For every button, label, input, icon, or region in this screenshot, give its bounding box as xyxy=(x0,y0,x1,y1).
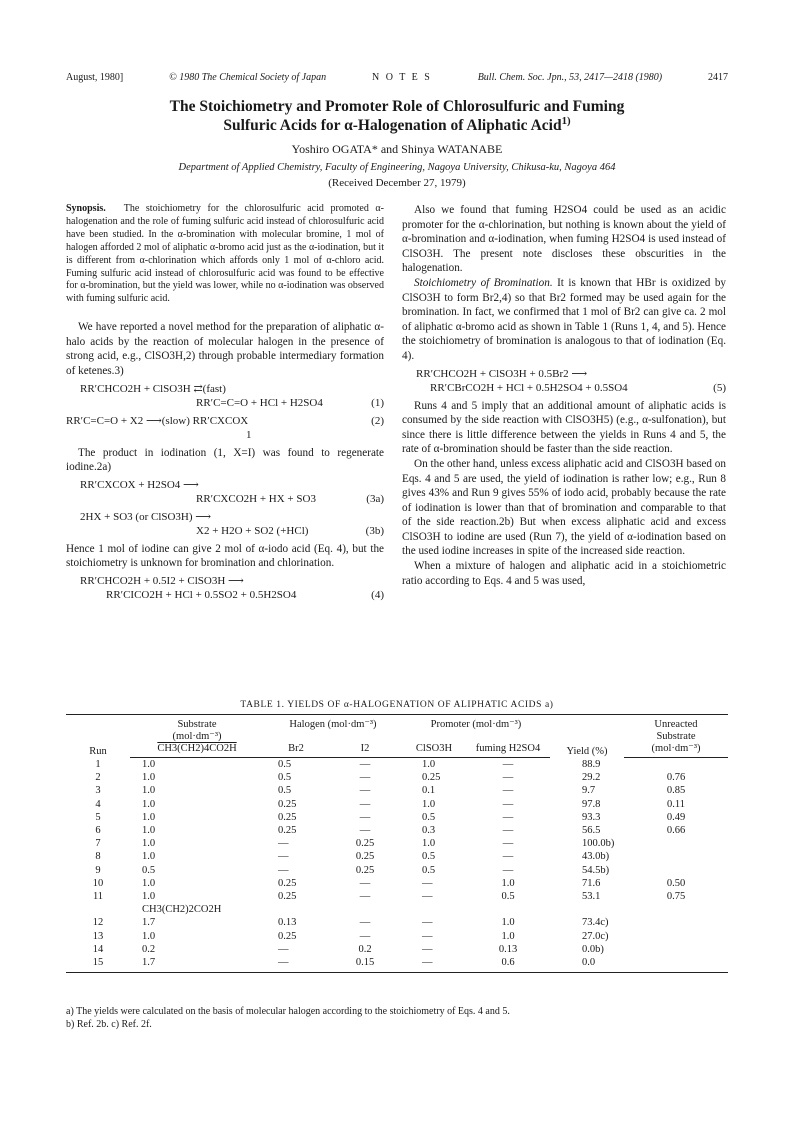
table-cell: 43.0b) xyxy=(582,851,610,863)
right-paragraph-2-text: It is known that HBr is oxidized by ClSO3H to form Br2,4) so that Br2 formed may be used again for the bromination. In fact, we confirmed that 1 mol of Br2 can give ca. 2 mol of aliphatic α-bromo acid as shown in Table 1 (Runs 1, 4, and 5). Hence the stoichiometry of bromination is analogous to that of iodination (Eq. 4). xyxy=(402,276,727,362)
table-subheader-row xyxy=(66,903,728,916)
table-cell: 0.6 xyxy=(466,956,550,973)
table-cell: 0.5 xyxy=(278,785,292,797)
yields-table xyxy=(66,714,728,973)
table-cell: — xyxy=(502,772,514,784)
table-cell: 1.0 xyxy=(501,917,515,929)
table-cell: 53.1 xyxy=(582,891,601,903)
table-cell xyxy=(624,837,728,850)
table-cell: 1.7 xyxy=(130,956,264,973)
table-cell: — xyxy=(402,956,466,973)
table-cell: — xyxy=(502,838,514,850)
table-row xyxy=(66,771,728,784)
eq3a-right: RR′CXCO2H + HX + SO3 xyxy=(196,492,316,505)
eq1-right: RR′C=C=O + HCl + H2SO4 xyxy=(196,396,323,409)
table-cell: 1.0 xyxy=(501,930,515,942)
table-cell: 0.25 xyxy=(278,825,297,837)
table-cell: 0.11 xyxy=(667,798,685,810)
table-cell: 0.5 xyxy=(501,891,515,903)
table-cell: — xyxy=(359,798,371,810)
equation-3b xyxy=(66,510,384,538)
eq5-number: (5) xyxy=(713,381,726,394)
table-row xyxy=(66,864,728,877)
table-cell: 5 xyxy=(95,811,101,823)
synopsis-label: Synopsis. xyxy=(66,203,106,214)
left-paragraph-3: Hence 1 mol of iodine can give 2 mol of α-iodo acid (Eq. 4), but the stoichiometry is unknown for bromination and chlorination. xyxy=(66,542,384,570)
table-cell: 0.25 xyxy=(278,930,297,942)
table-cell: 0.66 xyxy=(666,825,686,837)
eq3b-left: 2HX + SO3 (or ClSO3H) ⟶ xyxy=(80,510,212,523)
table-row xyxy=(66,877,728,890)
table-row xyxy=(66,824,728,837)
table-cell: 1.0 xyxy=(142,811,156,823)
table-cell: 1.0 xyxy=(142,759,156,770)
header-i2: I2 xyxy=(328,743,402,758)
table-cell: 0.25 xyxy=(278,798,297,810)
table-cell: 0.2 xyxy=(142,943,156,955)
table-cell: — xyxy=(359,930,371,942)
table-cell: 1.0 xyxy=(142,785,156,797)
table-cell: 15 xyxy=(66,956,130,973)
table-cell: 0.25 xyxy=(278,877,297,889)
table-cell: 8 xyxy=(95,851,101,863)
table-cell: 0.15 xyxy=(328,956,402,973)
header-fuming: fuming H2SO4 xyxy=(466,743,550,758)
header-section: N O T E S xyxy=(371,72,432,83)
table-row xyxy=(66,850,728,863)
left-paragraph-2: The product in iodination (1, X=I) was found to regenerate iodine.2a) xyxy=(66,446,384,474)
table-cell xyxy=(624,758,728,772)
title-line-2-text: Sulfuric Acids for α-Halogenation of Aliphatic Acid xyxy=(223,117,562,134)
table-caption: TABLE 1. YIELDS OF α-HALOGENATION OF ALIPHATIC ACIDS a) xyxy=(240,700,554,710)
table-cell: 1.0 xyxy=(142,877,156,889)
table-cell: — xyxy=(422,877,433,889)
eq2-text: RR′C=C=O + X2 ⟶(slow) RR′CXCOX xyxy=(66,414,249,427)
table-cell: 0.49 xyxy=(666,811,686,823)
table-cell: — xyxy=(359,877,371,889)
header-promoter: Promoter (mol·dm⁻³) xyxy=(402,715,550,732)
table-cell: 11 xyxy=(92,891,104,903)
table-cell: 0.5 xyxy=(278,759,292,770)
title-line-2 xyxy=(66,116,728,135)
section-heading: Stoichiometry of Bromination. xyxy=(414,276,553,289)
eq1-number: (1) xyxy=(371,396,384,409)
table-cell: 1.0 xyxy=(501,877,515,889)
equation-4 xyxy=(66,574,384,602)
table-cell: 9 xyxy=(95,864,101,876)
running-header xyxy=(66,72,728,83)
table-cell: 1.0 xyxy=(142,798,156,810)
table-cell: — xyxy=(359,811,371,823)
table-cell: 0.5 xyxy=(278,772,292,784)
title-ref: 1) xyxy=(561,114,571,127)
header-citation: Bull. Chem. Soc. Jpn., 53, 2417—2418 (1980) xyxy=(477,72,663,83)
table-cell: — xyxy=(278,943,289,955)
table-cell: 56.5 xyxy=(582,825,601,837)
header-substrate-unit: (mol·dm⁻³) xyxy=(172,731,222,742)
table-cell: 73.4c) xyxy=(582,917,609,929)
header-br2: Br2 xyxy=(264,743,328,758)
table-row xyxy=(66,930,728,943)
table-cell: 71.6 xyxy=(582,877,601,889)
table-cell: — xyxy=(502,759,514,770)
equation-2 xyxy=(66,414,384,442)
table-cell: — xyxy=(422,930,433,942)
header-substrate-name: CH3(CH2)4CO2H xyxy=(130,743,264,758)
table-cell: — xyxy=(278,864,289,876)
table-cell: — xyxy=(359,759,371,770)
table-cell: — xyxy=(359,772,371,784)
table-cell: — xyxy=(502,785,514,797)
table-cell: 0.50 xyxy=(666,877,686,889)
affiliation: Department of Applied Chemistry, Faculty of Engineering, Nagoya University, Chikusa-ku, Nagoya 464 xyxy=(178,162,616,173)
right-column xyxy=(402,203,726,588)
footnote-bc: b) Ref. 2b. c) Ref. 2f. xyxy=(66,1019,152,1030)
table-cell: 0.5 xyxy=(142,864,156,876)
table-cell: 0.25 xyxy=(422,772,441,784)
table-cell: 0.0b) xyxy=(582,943,604,955)
footnote-a: a) The yields were calculated on the basis of molecular halogen according to the stoichiometry of Eqs. 4 and 5. xyxy=(66,1006,510,1017)
table-cell: 0.76 xyxy=(666,772,686,784)
table-row xyxy=(66,956,728,973)
table-row xyxy=(66,784,728,797)
table-cell xyxy=(624,930,728,943)
eq5-right: RR′CBrCO2H + HCl + 0.5H2SO4 + 0.5SO4 xyxy=(430,381,628,394)
eq1-left: RR′CHCO2H + ClSO3H ⇄(fast) xyxy=(80,382,226,395)
table-cell: 0.75 xyxy=(666,891,686,903)
table-cell: — xyxy=(264,956,328,973)
table-cell: 2 xyxy=(95,772,101,784)
synopsis-text: The stoichiometry for the chlorosulfuric acid promoted α-halogenation and the role of fuming sulfuric acid instead of chlorosulfuric acid have been studied. In the α-bromination with molecular bromine, 1 mol of halogen afforded 2 mol of aliphatic α-bromo acid just as the α-iodination, but it is different from α-chlorination which affords only 1 mol of α-chloro acid. Fuming sulfuric acid instead of chlorosulfuric acid was found to be effective for α-bromination, but the yield was lower, while no α-iodination was observed with fuming sulfuric acid. xyxy=(66,203,384,305)
table-cell: — xyxy=(422,917,433,929)
table-body xyxy=(66,758,728,973)
table-cell: — xyxy=(359,917,371,929)
table-cell: 54.5b) xyxy=(582,864,610,876)
table-cell: 14 xyxy=(92,943,104,955)
table-cell: 0.0 xyxy=(550,956,624,973)
eq5-left: RR′CHCO2H + ClSO3H + 0.5Br2 ⟶ xyxy=(416,367,588,380)
table-cell: 0.1 xyxy=(422,785,436,797)
right-paragraph-1: Also we found that fuming H2SO4 could be used as an acidic promoter for the α-chlorination, but nothing is known about the yield of α-bromination and α-iodination, when fuming H2SO4 is used instead of ClSO3H. The present note discloses these obscurities in the halogenation. xyxy=(402,204,726,275)
table-row xyxy=(66,811,728,824)
table-cell: 1 xyxy=(95,758,101,770)
eq3b-number: (3b) xyxy=(365,524,384,537)
table-cell: 100.0b) xyxy=(582,838,615,850)
header-unreacted-substrate: Substrate xyxy=(656,731,696,742)
eq2-compound-label: 1 xyxy=(246,428,252,441)
table-cell: 10 xyxy=(92,877,104,889)
table-cell: — xyxy=(359,891,371,903)
table-cell: 29.2 xyxy=(582,772,601,784)
substrate-2-name: CH3(CH2)2CO2H xyxy=(142,904,222,916)
header-unreacted-unit: (mol·dm⁻³) xyxy=(624,743,728,758)
table-cell: 0.5 xyxy=(422,811,436,823)
received-date: (Received December 27, 1979) xyxy=(328,177,466,189)
table-cell: — xyxy=(502,825,514,837)
table-footnotes xyxy=(66,1005,728,1031)
table-cell xyxy=(624,850,728,863)
table-cell: 27.0c) xyxy=(582,930,609,942)
table-cell: 6 xyxy=(95,825,101,837)
table-cell: 0.13 xyxy=(278,917,297,929)
table-cell: 1.0 xyxy=(142,838,156,850)
table-row xyxy=(66,758,728,772)
eq3a-number: (3a) xyxy=(366,492,384,505)
eq4-right: RR′CICO2H + HCl + 0.5SO2 + 0.5H2SO4 xyxy=(106,589,297,601)
header-substrate: Substrate xyxy=(130,715,264,732)
table-cell: 88.9 xyxy=(582,758,601,770)
table-cell: — xyxy=(502,864,514,876)
table-row xyxy=(66,916,728,929)
table-cell: 1.0 xyxy=(142,891,156,903)
eq4-left: RR′CHCO2H + 0.5I2 + ClSO3H ⟶ xyxy=(80,575,244,587)
table-cell: 9.7 xyxy=(582,785,596,797)
authors: Yoshiro OGATA* and Shinya WATANABE xyxy=(291,142,503,156)
eq4-number: (4) xyxy=(371,589,384,601)
table-cell: — xyxy=(422,943,433,955)
table-cell: 1.0 xyxy=(142,772,156,784)
title-line-1: The Stoichiometry and Promoter Role of Chlorosulfuric and Fuming xyxy=(169,98,625,115)
eq3a-left: RR′CXCOX + H2SO4 ⟶ xyxy=(80,478,199,491)
table-cell: 1.0 xyxy=(142,825,156,837)
header-page: 2417 xyxy=(708,72,728,83)
header-copyright: © 1980 The Chemical Society of Japan xyxy=(169,72,327,83)
table-row xyxy=(66,798,728,811)
table-cell: 4 xyxy=(95,798,101,810)
table-cell: 97.8 xyxy=(582,798,601,810)
table-cell: 0.5 xyxy=(422,864,436,876)
table-cell: 1.0 xyxy=(422,798,436,810)
table-cell xyxy=(624,864,728,877)
table-cell: — xyxy=(278,851,289,863)
equation-3a xyxy=(66,478,384,506)
table-cell: 0.85 xyxy=(666,785,686,797)
table-cell: 0.25 xyxy=(355,864,375,876)
table-cell: — xyxy=(359,825,371,837)
table-cell: 0.25 xyxy=(278,891,297,903)
left-paragraph-1: We have reported a novel method for the preparation of aliphatic α-halo acids by the reaction of molecular halogen in the presence of strong acid, e.g., ClSO3H,2) through probable intermediary formation of ketenes.3) xyxy=(66,321,384,378)
table-cell: 1.0 xyxy=(142,930,156,942)
right-paragraph-4: On the other hand, unless excess aliphatic acid and ClSO3H based on Eqs. 4 and 5 are used, the yield of iodination is rather low; e.g., Run 8 gives 43% and Run 9 gives 55% of iodo acid, probably because the rate of iodination is lower than that of bromination and comparable to that of the side reaction.2b) But when excess aliphatic acid and excess ClSO3H to iodine are used (Run 7), the yield of α-iodination based on the used iodine increases in spite of the increased side reaction. xyxy=(402,457,726,558)
table-cell: 1.7 xyxy=(142,917,156,929)
eq3b-right: X2 + H2O + SO2 (+HCl) xyxy=(196,524,309,537)
table-cell: 0.3 xyxy=(422,825,436,837)
table-cell: 0.5 xyxy=(422,851,436,863)
equation-5 xyxy=(402,367,726,395)
table-cell: 93.3 xyxy=(582,811,601,823)
header-yield: Yield (%) xyxy=(550,715,624,758)
right-paragraph-3: Runs 4 and 5 imply that an additional amount of aliphatic acids is consumed by the side reaction with ClSO3H5) (e.g., α-sulfonation), but since there is little difference between the yields in Runs 4 and 5, the rate of α-bromination should be faster than the side reaction. xyxy=(402,399,726,456)
header-date: August, 1980] xyxy=(66,72,124,83)
table-cell: 1.0 xyxy=(422,838,436,850)
table-cell xyxy=(624,956,728,973)
synopsis xyxy=(66,203,384,306)
table-cell: 0.13 xyxy=(498,943,518,955)
header-clso3h: ClSO3H xyxy=(402,743,466,758)
table-cell: 12 xyxy=(92,917,104,929)
table-cell xyxy=(624,943,728,956)
table-cell: 1.0 xyxy=(142,851,156,863)
right-paragraph-2 xyxy=(402,276,726,364)
table-cell: — xyxy=(502,798,514,810)
table-cell: 0.2 xyxy=(358,943,372,955)
table-cell: 3 xyxy=(95,785,101,797)
right-paragraph-5: When a mixture of halogen and aliphatic acid in a stoichiometric ratio according to Eqs. 4 and 5 was used, xyxy=(402,560,726,587)
table-cell: — xyxy=(422,891,433,903)
table-row xyxy=(66,837,728,850)
table-cell: — xyxy=(502,851,514,863)
header-run: Run xyxy=(66,715,130,758)
table-cell xyxy=(624,916,728,929)
table-cell: 0.25 xyxy=(355,851,375,863)
table-cell: 13 xyxy=(92,930,104,942)
table-cell: 0.25 xyxy=(355,838,375,850)
table-cell: — xyxy=(359,785,371,797)
header-halogen: Halogen (mol·dm⁻³) xyxy=(264,715,402,732)
table-row xyxy=(66,943,728,956)
table-cell: — xyxy=(278,838,289,850)
table-cell: 0.25 xyxy=(278,811,297,823)
article-title xyxy=(66,97,728,135)
header-unreacted: Unreacted xyxy=(624,715,728,732)
table-cell: 1.0 xyxy=(422,759,436,770)
table-cell: — xyxy=(502,811,514,823)
table-cell: 7 xyxy=(95,838,101,850)
table-row xyxy=(66,890,728,903)
equation-1 xyxy=(66,382,384,410)
eq2-number: (2) xyxy=(371,414,384,427)
left-column xyxy=(66,203,384,606)
